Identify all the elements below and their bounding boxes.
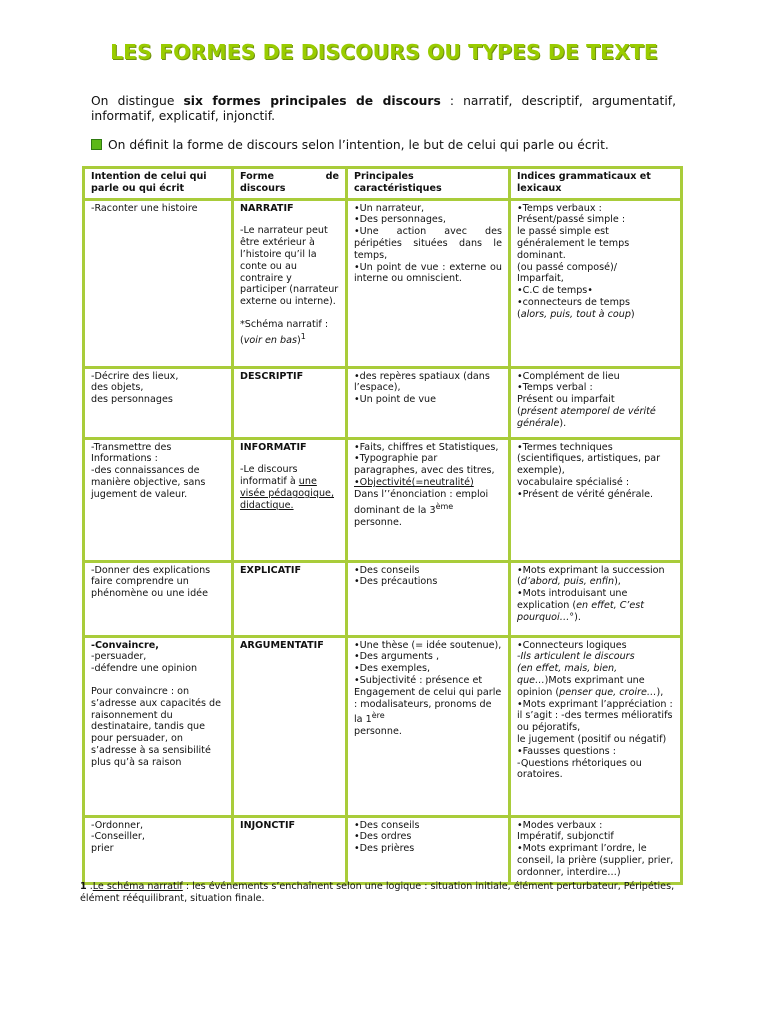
cell-forme: EXPLICATIF	[233, 561, 347, 636]
cell-forme: ARGUMENTATIF	[233, 636, 347, 816]
header-caracteristiques: Principales caractéristiques	[347, 168, 510, 200]
header-intention: Intention de celui qui parle ou qui écrit	[84, 168, 233, 200]
table-header-row	[84, 168, 682, 200]
table-row	[84, 438, 682, 561]
green-square-bullet-icon	[91, 139, 102, 150]
cell-caracteristiques: •Des conseils •Des précautions	[347, 561, 510, 636]
cell-forme: DESCRIPTIF	[233, 367, 347, 438]
cell-intention: -Donner des explications faire comprendre un phénomène ou une idée	[84, 561, 233, 636]
cell-caracteristiques: •Un narrateur, •Des personnages, •Une action avec des péripéties situées dans le temps, •Un point de vue : externe ou interne ou omniscient.	[347, 199, 510, 367]
cell-intention: -Convaincre, -persuader, -défendre une opinion Pour convaincre : on s’adresse aux capacités de raisonnement du destinataire, tandis que pour persuader, on s’adresse à sa sensibilité plus qu’à sa raison	[84, 636, 233, 816]
cell-caracteristiques: •des repères spatiaux (dans l’espace), •Un point de vue	[347, 367, 510, 438]
table-row	[84, 367, 682, 438]
header-forme: Forme de discours	[233, 168, 347, 200]
cell-forme: INJONCTIF	[233, 816, 347, 883]
table-row	[84, 636, 682, 816]
cell-caracteristiques: •Faits, chiffres et Statistiques, •Typographie par paragraphes, avec des titres, •Objectivité(=neutralité) Dans l’’énonciation : emploi dominant de la 3ème personne.	[347, 438, 510, 561]
cell-indices: •Mots exprimant la succession (d’abord, puis, enfin), •Mots introduisant une explication (en effet, C’est pourquoi…°).	[510, 561, 682, 636]
cell-intention: -Transmettre des Informations : -des connaissances de manière objective, sans jugement de valeur.	[84, 438, 233, 561]
cell-indices: •Modes verbaux : Impératif, subjonctif •Mots exprimant l’ordre, le conseil, la prière (supplier, prier, ordonner, interdire…)	[510, 816, 682, 883]
table-row	[84, 561, 682, 636]
discourse-types-table	[82, 166, 683, 885]
page-title: LES FORMES DE DISCOURS OU TYPES DE TEXTE	[110, 40, 658, 64]
definition-line: On définit la forme de discours selon l’intention, le but de celui qui parle ou écrit.	[91, 138, 691, 153]
cell-indices: •Complément de lieu •Temps verbal : Présent ou imparfait (présent atemporel de vérité générale).	[510, 367, 682, 438]
cell-indices: •Temps verbaux : Présent/passé simple : le passé simple est généralement le temps dominant. (ou passé composé)/ Imparfait, •C.C de temps• •connecteurs de temps (alors, puis, tout à coup)	[510, 199, 682, 367]
cell-intention: -Raconter une histoire	[84, 199, 233, 367]
table-row	[84, 816, 682, 883]
cell-intention: -Ordonner, -Conseiller, prier	[84, 816, 233, 883]
cell-caracteristiques: •Des conseils •Des ordres •Des prières	[347, 816, 510, 883]
header-indices: Indices grammaticaux et lexicaux	[510, 168, 682, 200]
cell-indices: •Termes techniques (scientifiques, artistiques, par exemple), vocabulaire spécialisé : •Présent de vérité générale.	[510, 438, 682, 561]
cell-forme: INFORMATIF -Le discours informatif à une visée pédagogique, didactique.	[233, 438, 347, 561]
table-row	[84, 199, 682, 367]
intro-paragraph: On distingue six formes principales de discours : narratif, descriptif, argumentatif, informatif, explicatif, injonctif.	[91, 94, 676, 123]
cell-caracteristiques: •Une thèse (= idée soutenue), •Des arguments , •Des exemples, •Subjectivité : présence et Engagement de celui qui parle : modalisateurs, pronoms de la 1ère personne.	[347, 636, 510, 816]
footnote: 1 .Le schéma narratif : les événements s’enchaînent selon une logique : situation initiale, élément perturbateur, Péripéties, élément rééquilibrant, situation finale.	[80, 881, 675, 904]
cell-intention: -Décrire des lieux, des objets, des personnages	[84, 367, 233, 438]
cell-forme: NARRATIF -Le narrateur peut être extérieur à l’histoire qu’il la conte ou au contraire y participer (narrateur externe ou interne). *Schéma narratif : (voir en bas)$^1$	[233, 199, 347, 367]
cell-indices: •Connecteurs logiques -Ils articulent le discours (en effet, mais, bien, que…)Mots exprimant une opinion (penser que, croire…), •Mots exprimant l’appréciation : il s’agit : -des termes mélioratifs ou péjoratifs, le jugement (positif ou négatif) •Fausses questions : -Questions rhétoriques ou oratoires.	[510, 636, 682, 816]
